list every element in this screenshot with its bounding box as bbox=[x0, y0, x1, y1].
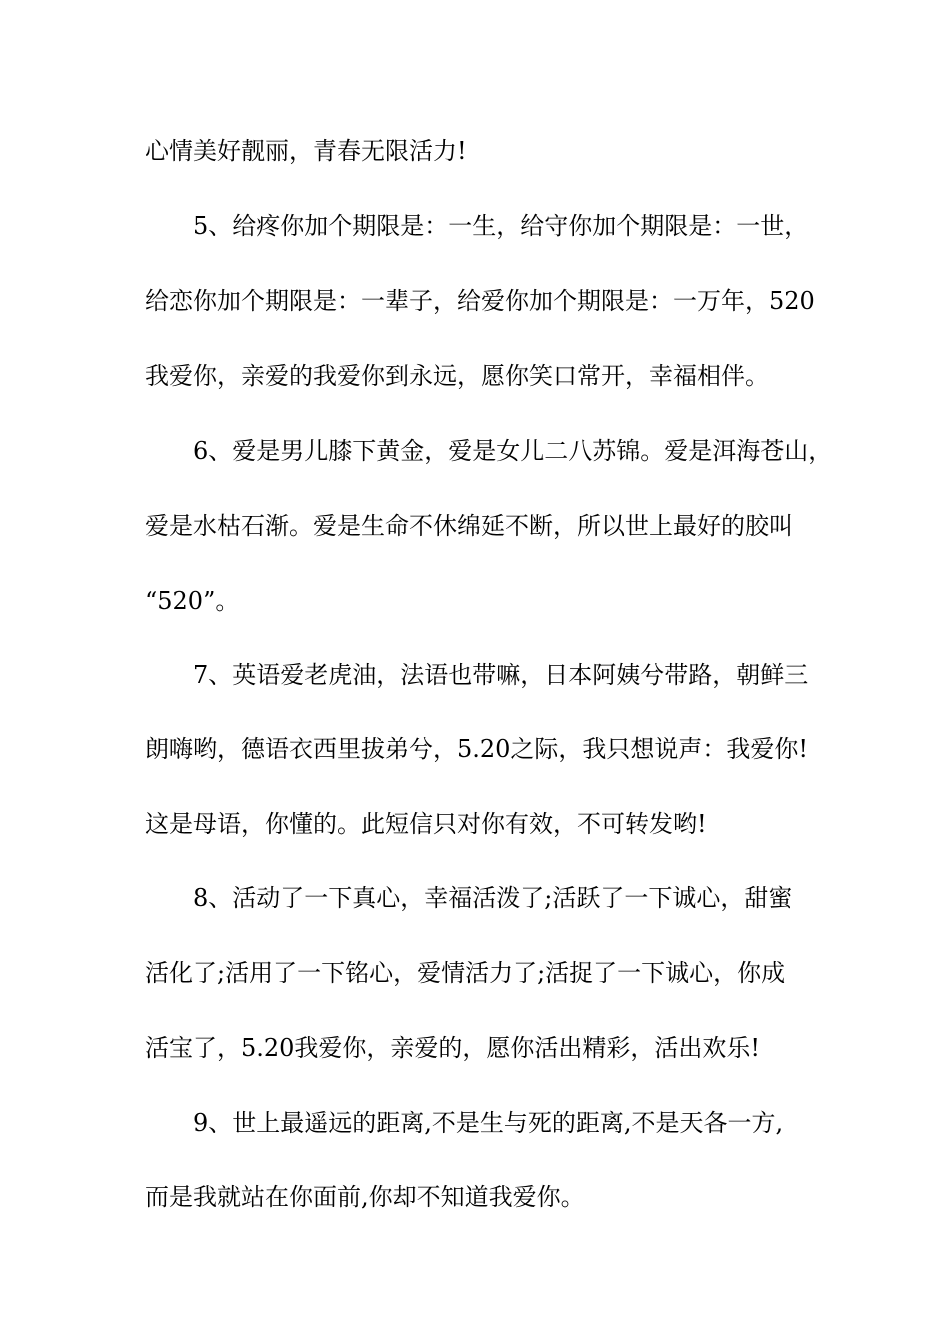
item-7-line-2: 朗嗨哟，德语衣西里拔弟兮，5.20之际，我只想说声：我爱你! bbox=[145, 735, 809, 763]
item-7-line-3: 这是母语，你懂的。此短信只对你有效，不可转发哟! bbox=[145, 810, 707, 838]
item-5-line-2: 给恋你加个期限是：一辈子，给爱你加个期限是：一万年，520 bbox=[145, 287, 815, 315]
item-9-line-2: 而是我就站在你面前,你却不知道我爱你。 bbox=[145, 1183, 585, 1211]
item-6-line-1: 6、爱是男儿膝下黄金，爱是女儿二八苏锦。爱是洱海苍山， bbox=[193, 437, 833, 465]
item-9-line-1: 9、世上最遥远的距离,不是生与死的距离,不是天各一方, bbox=[193, 1109, 784, 1137]
item-6-line-3: “520”。 bbox=[145, 587, 240, 615]
item-5-line-1: 5、给疼你加个期限是：一生，给守你加个期限是：一世， bbox=[193, 212, 809, 240]
item-8-line-2: 活化了;活用了一下铭心，爱情活力了;活捉了一下诚心，你成 bbox=[145, 959, 786, 987]
item-6-line-2: 爱是水枯石渐。爱是生命不休绵延不断，所以世上最好的胶叫 bbox=[145, 512, 793, 540]
text-line: 心情美好靓丽，青春无限活力! bbox=[145, 137, 467, 165]
item-8-line-1: 8、活动了一下真心，幸福活泼了;活跃了一下诚心，甜蜜 bbox=[193, 884, 793, 912]
item-5-line-3: 我爱你，亲爱的我爱你到永远，愿你笑口常开，幸福相伴。 bbox=[145, 362, 769, 390]
item-7-line-1: 7、英语爱老虎油，法语也带嘛，日本阿姨兮带路，朝鲜三 bbox=[193, 661, 809, 689]
item-8-line-3: 活宝了，5.20我爱你，亲爱的，愿你活出精彩，活出欢乐! bbox=[145, 1034, 761, 1062]
